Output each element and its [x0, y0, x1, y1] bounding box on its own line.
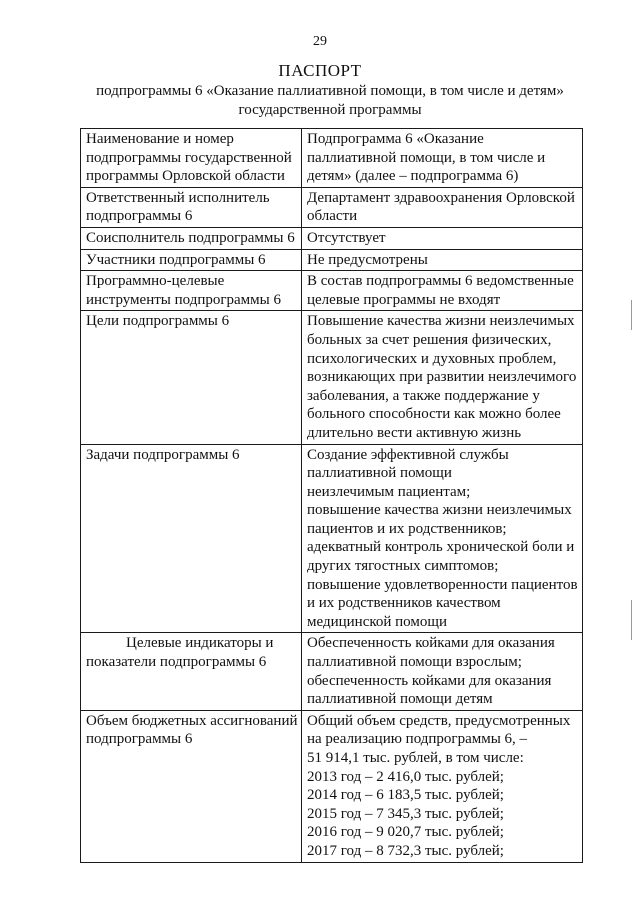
- row-value-line: Не предусмотрены: [307, 251, 428, 268]
- row-value-line: паллиативной помощи детям: [307, 691, 493, 708]
- row-value-line: медицинской помощи: [307, 613, 447, 630]
- row-value-line: неизлечимым пациентам;: [307, 483, 471, 500]
- row-value-line: 2014 год – 6 183,5 тыс. рублей;: [307, 787, 504, 804]
- row-value-line: больного способности как можно более: [307, 406, 561, 423]
- row-value-line: длительно вести активную жизнь: [307, 424, 522, 441]
- row-value-line: больных за счет решения физических,: [307, 331, 552, 348]
- row-label-cell: [81, 311, 302, 444]
- row-label-line: подпрограммы 6: [86, 731, 193, 748]
- table-row: [81, 710, 583, 862]
- page-number: 29: [313, 34, 327, 49]
- row-label-line: программы Орловской области: [86, 168, 285, 185]
- row-label-line: подпрограммы 6: [86, 208, 193, 225]
- table-row: [81, 227, 583, 249]
- row-label-line: Задачи подпрограммы 6: [86, 446, 240, 463]
- row-label-line: Цели подпрограммы 6: [86, 313, 230, 330]
- row-value-line: В состав подпрограммы 6 ведомственные: [307, 273, 574, 290]
- row-label-cell: [81, 187, 302, 227]
- row-value-cell: [302, 444, 583, 633]
- row-label-line: Участники подпрограммы 6: [86, 251, 266, 268]
- row-label-line: инструменты подпрограммы 6: [86, 291, 281, 308]
- row-label-line: Целевые индикаторы и: [126, 635, 274, 652]
- row-value-cell: [302, 710, 583, 862]
- row-value-line: Департамент здравоохранения Орловской: [307, 189, 575, 206]
- row-label-cell: [81, 249, 302, 271]
- row-label-cell: [81, 444, 302, 633]
- row-value-line: 2015 год – 7 345,3 тыс. рублей;: [307, 805, 504, 822]
- row-label-cell: [81, 227, 302, 249]
- subtitle-line: подпрограммы 6 «Оказание паллиативной помощи, в том числе и детям»: [96, 83, 564, 99]
- table-row: [81, 444, 583, 633]
- row-value-line: Обеспеченность койками для оказания: [307, 635, 555, 652]
- row-value-line: Подпрограмма 6 «Оказание: [307, 131, 484, 147]
- row-value-cell: [302, 311, 583, 444]
- row-value-line: 51 914,1 тыс. рублей, в том числе:: [307, 750, 524, 766]
- row-label-line: подпрограммы государственной: [86, 149, 292, 166]
- row-label-cell: [81, 633, 302, 710]
- row-value-cell: [302, 227, 583, 249]
- table-row: [81, 271, 583, 311]
- subtitle-line: государственной программы: [238, 102, 422, 118]
- row-value-line: 2017 год – 8 732,3 тыс. рублей;: [307, 842, 504, 859]
- passport-table: [80, 128, 583, 863]
- table-row: [81, 129, 583, 188]
- table-row: [81, 633, 583, 710]
- row-value-line: пациентов и их родственников;: [307, 520, 507, 537]
- row-label-line: Объем бюджетных ассигнований: [86, 712, 298, 729]
- row-value-line: Общий объем средств, предусмотренных: [307, 712, 571, 729]
- table-row: [81, 311, 583, 444]
- table-row: [81, 249, 583, 271]
- row-value-line: повышение качества жизни неизлечимых: [307, 502, 572, 519]
- row-label-cell: [81, 710, 302, 862]
- row-value-line: повышение удовлетворенности пациентов: [307, 576, 578, 593]
- row-value-line: паллиативной помощи взрослым;: [307, 654, 522, 671]
- row-value-line: целевые программы не входят: [307, 291, 501, 308]
- page-subtitle: [60, 82, 600, 120]
- row-label-line: Наименование и номер: [86, 131, 234, 147]
- row-value-line: 2016 год – 9 020,7 тыс. рублей;: [307, 824, 504, 841]
- row-label-line: Программно-целевые: [86, 273, 225, 290]
- row-value-line: других тягостных симптомов;: [307, 558, 499, 575]
- row-value-line: обеспеченность койками для оказания: [307, 672, 552, 689]
- row-value-line: возникающих при развитии неизлечимого: [307, 369, 577, 386]
- row-value-line: заболевания, а также поддержание у: [307, 387, 540, 404]
- row-label-cell: [81, 129, 302, 188]
- row-value-line: области: [307, 208, 358, 225]
- row-value-line: психологических и духовных проблем,: [307, 350, 557, 367]
- row-value-cell: [302, 633, 583, 710]
- page-title: ПАСПОРТ: [278, 61, 362, 80]
- scan-artifact-line: [631, 300, 632, 330]
- row-value-line: 2013 год – 2 416,0 тыс. рублей;: [307, 768, 504, 785]
- row-value-cell: [302, 249, 583, 271]
- table-row: [81, 187, 583, 227]
- row-value-line: паллиативной помощи: [307, 465, 452, 482]
- row-value-line: паллиативной помощи, в том числе и: [307, 149, 546, 166]
- passport-table-body: [81, 129, 583, 863]
- row-value-line: на реализацию подпрограммы 6, –: [307, 731, 528, 748]
- row-label-line: Соисполнитель подпрограммы 6: [86, 229, 295, 246]
- row-value-line: и их родственников качеством: [307, 595, 501, 612]
- row-value-cell: [302, 129, 583, 188]
- row-label-cell: [81, 271, 302, 311]
- row-label-line: Ответственный исполнитель: [86, 189, 270, 206]
- row-value-line: Отсутствует: [307, 229, 386, 246]
- row-value-line: адекватный контроль хронической боли и: [307, 539, 575, 556]
- row-label-line: показатели подпрограммы 6: [86, 654, 267, 671]
- row-value-cell: [302, 187, 583, 227]
- row-value-line: Повышение качества жизни неизлечимых: [307, 313, 575, 330]
- scan-artifact-line: [631, 600, 632, 640]
- row-value-cell: [302, 271, 583, 311]
- row-value-line: детям» (далее – подпрограмма 6): [307, 168, 519, 185]
- row-value-line: Создание эффективной службы: [307, 446, 509, 463]
